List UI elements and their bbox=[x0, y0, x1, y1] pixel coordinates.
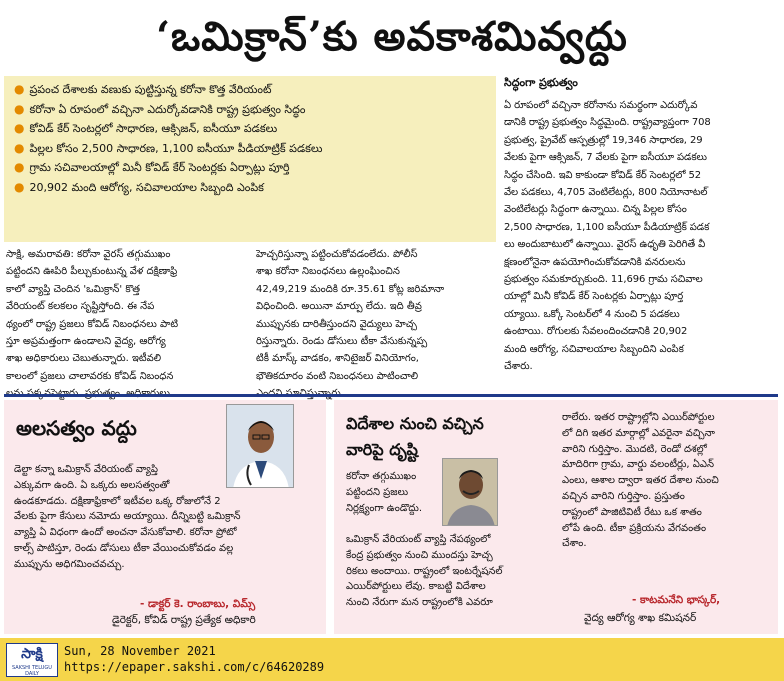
quote-line: రాలేరు. ఇతర రాష్ట్రాల్లోని ఎయిర్‌పోర్టుల bbox=[562, 412, 715, 423]
highlight-item: ● 20,902 మంది ఆరోగ్య, సచివాలయాల సిబ్బంది ఎంపిక bbox=[14, 179, 264, 194]
signature-title-right: వైద్య ఆరోగ్య శాఖ కమిషనర్ bbox=[584, 612, 697, 624]
article-line: డానికి రాష్ట్ర ప్రభుత్వం సిద్ధమైంది. రాష్ట్రవ్యాప్తంగా 708 bbox=[504, 117, 711, 129]
article-line: చేశారు. bbox=[504, 361, 533, 373]
quote-line: మాదిరిగా గ్రామ, వార్డు వలంటీర్లు, ఏఎన్ bbox=[562, 459, 715, 471]
article-line: క్షణంలోనైనా ఉపయోగించుకోవడానికి వనరులను bbox=[504, 256, 686, 268]
article-line: ప్రభుత్వ, ప్రైవేట్ ఆస్పత్రుల్లో 19,346 సాధారణ, 29 bbox=[504, 134, 703, 146]
article-column-3 bbox=[504, 97, 778, 376]
article-line: కాలో వ్యాప్తి చెందిన 'ఒమిక్రాన్' కొత్త bbox=[6, 283, 141, 295]
quote-line: పట్టిందని ప్రజలు bbox=[346, 486, 409, 498]
highlight-item: ● కోవిడ్ కేర్ సెంటర్లలో సాధారణ, ఆక్సిజన్, ఐసీయూ పడకలు bbox=[14, 121, 278, 135]
quote-line: ఎక్కువగా ఉంది. ఏ ఒక్కరు అలసత్వంతో bbox=[14, 479, 170, 491]
article-column-1 bbox=[6, 246, 248, 403]
logo-subtitle: SAKSHI TELUGU DAILY bbox=[12, 665, 52, 677]
quote-line: లోపే ఉంది. టీకా ప్రక్రియను వేగవంతం bbox=[562, 522, 707, 534]
box-heading-right: విదేశాల నుంచి వచ్చిన bbox=[346, 414, 484, 433]
bullet-icon: ● bbox=[14, 121, 25, 135]
highlight-item: ● ప్రపంచ దేశాలకు వణుకు పుట్టిస్తున్న కరోనా కొత్త వేరియంట్ bbox=[14, 82, 272, 96]
article-line: శాఖ అధికారులు చెబుతున్నారు. ఇటీవలి bbox=[6, 353, 162, 365]
article-line: ఏ రూపంలో వచ్చినా కరోనాను సమర్థంగా ఎదుర్కోవ bbox=[504, 100, 698, 111]
article-line: వెంటిలేటర్లు సిద్ధంగా ఉన్నాయి. చిన్న పిల్లల కోసం bbox=[504, 204, 687, 216]
article-line: 2,500 సాధారణ, 1,100 ఐసీయూ పీడియాట్రిక్ పడక bbox=[504, 221, 710, 233]
article-line: థ్యంలో రాష్ట్ర ప్రజలు కోవిడ్ నిబంధనలు పాటి bbox=[6, 318, 179, 330]
article-line: రిస్తున్నారు. రెండు డోసులు టీకా వేసుకున్నప్ప bbox=[256, 336, 428, 348]
quote-line: ముప్పును అధిగమించవచ్చు. bbox=[14, 558, 125, 570]
article-line: వేలకు పైగా ఆక్సిజన్, 7 వేలకు పైగా ఐసీయూ పడకలు bbox=[504, 152, 707, 164]
headline: ‘ఒమిక్రాన్’కు అవకాశమివ్వద్దు bbox=[156, 13, 628, 60]
article-line: వేల పడకలు, 4,705 వెంటిలేటర్లు, 800 నియోనాటల్ bbox=[504, 187, 708, 199]
article-line: సిద్ధం చేసింది. ఇవి కాకుండా కోవిడ్ కేర్ సెంటర్లలో 52 bbox=[504, 169, 702, 181]
article-line: యాల్లో మినీ కోవిడ్ కేర్ సెంటర్లకు ఏర్పాట్లు పూర్త bbox=[504, 291, 684, 303]
quote-line: కరోనా తగ్గుముఖం bbox=[346, 471, 417, 482]
commissioner-photo bbox=[442, 458, 498, 526]
article-line: స్తూ అప్రమత్తంగా ఉండాలని వైద్య, ఆరోగ్య bbox=[6, 336, 166, 348]
quote-line: కేంద్ర ప్రభుత్వం నుంచి ముందస్తు హెచ్చ bbox=[346, 549, 493, 561]
article-line: పట్టిందని ఊపిరి పీల్చుకుంటున్న వేళ దక్షిణాఫ్రి bbox=[6, 266, 178, 278]
article-line: వేరియంట్ కలకలం సృష్టిస్తోంది. ఈ నేప bbox=[6, 301, 155, 313]
quote-line: వేలకు పైగా కేసులు నమోదు అయ్యాయి. దీన్నిబట్టి ఒమిక్రాన్ bbox=[14, 511, 241, 523]
quote-line: డెల్టా కన్నా ఒమిక్రాన్ వేరియంట్ వ్యాప్తి bbox=[14, 464, 158, 475]
quote-line: లో దిగి ఇతర మార్గాల్లో ఎవరైనా వచ్చినా bbox=[562, 427, 715, 439]
quote-text-right-narrow bbox=[346, 469, 446, 516]
quote-line: రికలు అందాయి. రాష్ట్రంలో ఇంటర్నేషనల్ bbox=[346, 565, 503, 577]
quote-line: ఉండకూడదు. దక్షిణాఫ్రికాలో ఇటీవల ఒక్క రోజులోనే 2 bbox=[14, 495, 221, 507]
quote-line: నిర్లక్ష్యంగా ఉండొద్దు. bbox=[346, 502, 423, 514]
sakshi-logo bbox=[6, 643, 58, 677]
article-line: ప్రభుత్వం సమకూర్చుకుంది. 11,696 గ్రామ సచివాల bbox=[504, 274, 703, 286]
quote-line: ఎంలు, ఆశాల ద్వారా ఇతర దేశాల నుంచి bbox=[562, 475, 719, 487]
signature-name-right: - కాటమనేని భాస్కర్, bbox=[632, 594, 721, 606]
section-divider bbox=[4, 394, 778, 397]
bullet-icon: ● bbox=[14, 179, 25, 194]
article-line: మంది ఆరోగ్య, సచివాలయాల సిబ్బందిని ఎంపిక bbox=[504, 343, 684, 355]
article-line: ముప్పునకు దారితీస్తుందని వైద్యులు హెచ్చ bbox=[256, 318, 417, 330]
quote-text-right-column bbox=[562, 410, 774, 552]
quote-line: చేశాం. bbox=[562, 538, 587, 550]
bullet-icon: ● bbox=[14, 140, 25, 155]
bullet-icon: ● bbox=[14, 160, 25, 174]
article-line: య్యాయి. ఒక్కో సెంటర్‌లో 4 నుంచి 5 పడకలు bbox=[504, 308, 680, 320]
quote-line: వ్యాప్తి ఏ విధంగా ఉందో అంచనా వేసుకోవాలి. కరోనా ప్రోటో bbox=[14, 527, 237, 539]
article-line: భౌతికదూరం వంటి నిబంధనలు పాటించాలి bbox=[256, 370, 419, 382]
quote-text-left bbox=[14, 462, 314, 573]
quote-line: వచ్చిన వారిని గుర్తిస్తాం. ప్రస్తుతం bbox=[562, 490, 685, 502]
article-line: హెచ్చరిస్తున్నా పట్టించుకోవడంలేదు. పోలీస్ bbox=[256, 249, 418, 260]
article-line: శాఖ కరోనా నిబంధనలు ఉల్లంఘించిన bbox=[256, 266, 400, 278]
highlight-item: ● పిల్లల కోసం 2,500 సాధారణ, 1,100 ఐసీయూ పీడియాట్రిక్ పడకలు bbox=[14, 140, 323, 155]
signature-title-left: డైరెక్టర్, కోవిడ్ రాష్ట్ర ప్రత్యేక అధికారి bbox=[112, 614, 256, 626]
epaper-link[interactable]: https://epaper.sakshi.com/c/64620289 bbox=[64, 660, 325, 674]
highlights-box bbox=[4, 76, 496, 242]
logo-text: సాక్షి bbox=[21, 646, 43, 662]
highlight-item: ● గ్రామ సచివాలయాల్లో మినీ కోవిడ్ కేర్ సెంటర్లకు ఏర్పాట్లు పూర్తి bbox=[14, 160, 290, 174]
quote-line: నుంచి నేరుగా మన రాష్ట్రంలోకి ఎవరూ bbox=[346, 597, 493, 609]
box-heading-left: అలసత్వం వద్దు bbox=[16, 416, 137, 440]
edition-date: Sun, 28 November 2021 bbox=[64, 644, 216, 658]
quote-line: రాష్ట్రంలో పాజిటివిటీ రేటు ఒక శాతం bbox=[562, 506, 702, 518]
article-line: టికీ మాస్క్ వాడకం, శానిటైజర్ వినియోగం, bbox=[256, 353, 419, 365]
quote-line: ఎయిర్‌పోర్టులు లేవు. కాబట్టి విదేశాల bbox=[346, 581, 486, 593]
article-line: లు అందుబాటులో ఉన్నాయి. వైరస్ ఉధృతి పెరిగితే వీ bbox=[504, 239, 706, 251]
bullet-icon: ● bbox=[14, 101, 25, 116]
quote-line: కాల్స్ పాటిస్తూ, రెండు డోసులు టీకా వేయించుకోవడం వల్ల bbox=[14, 542, 234, 554]
article-line: విధించింది. అయినా మార్పు లేదు. ఇది తీవ్ర bbox=[256, 301, 422, 313]
signature-name-left: - డాక్టర్ కె. రాంబాబు, విమ్స్ bbox=[140, 598, 256, 610]
quote-line: వారిని గుర్తిస్తాం. మొదటి, రెండో దశల్లో bbox=[562, 443, 707, 455]
quote-line: ఒమిక్రాన్ వేరియంట్ వ్యాప్తి నేపథ్యంలో bbox=[346, 534, 491, 545]
article-column-2 bbox=[256, 246, 496, 403]
article-line: కాలంలో ప్రజలు చాలావరకు కోవిడ్ నిబంధన bbox=[6, 370, 174, 382]
highlight-item: ● కరోనా ఏ రూపంలో వచ్చినా ఎదుర్కోవడానికి రాష్ట్ర ప్రభుత్వం సిద్ధం bbox=[14, 101, 306, 116]
bullet-icon: ● bbox=[14, 82, 25, 96]
quote-text-right-wide bbox=[346, 532, 554, 611]
article-line: సాక్షి, అమరావతి: కరోనా వైరస్ తగ్గుముఖం bbox=[6, 249, 171, 260]
article-line: ఉంటాయి. రోగులకు సేవలందించడానికి 20,902 bbox=[504, 326, 688, 338]
sidebar-subhead: సిద్ధంగా ప్రభుత్వం bbox=[504, 76, 578, 89]
box-heading-right-line2: వారిపై దృష్టి bbox=[346, 440, 418, 459]
article-line: 42,49,219 మందికి రూ.35.61 కోట్ల జరిమానా bbox=[256, 283, 445, 295]
person-portrait-icon bbox=[443, 459, 498, 526]
